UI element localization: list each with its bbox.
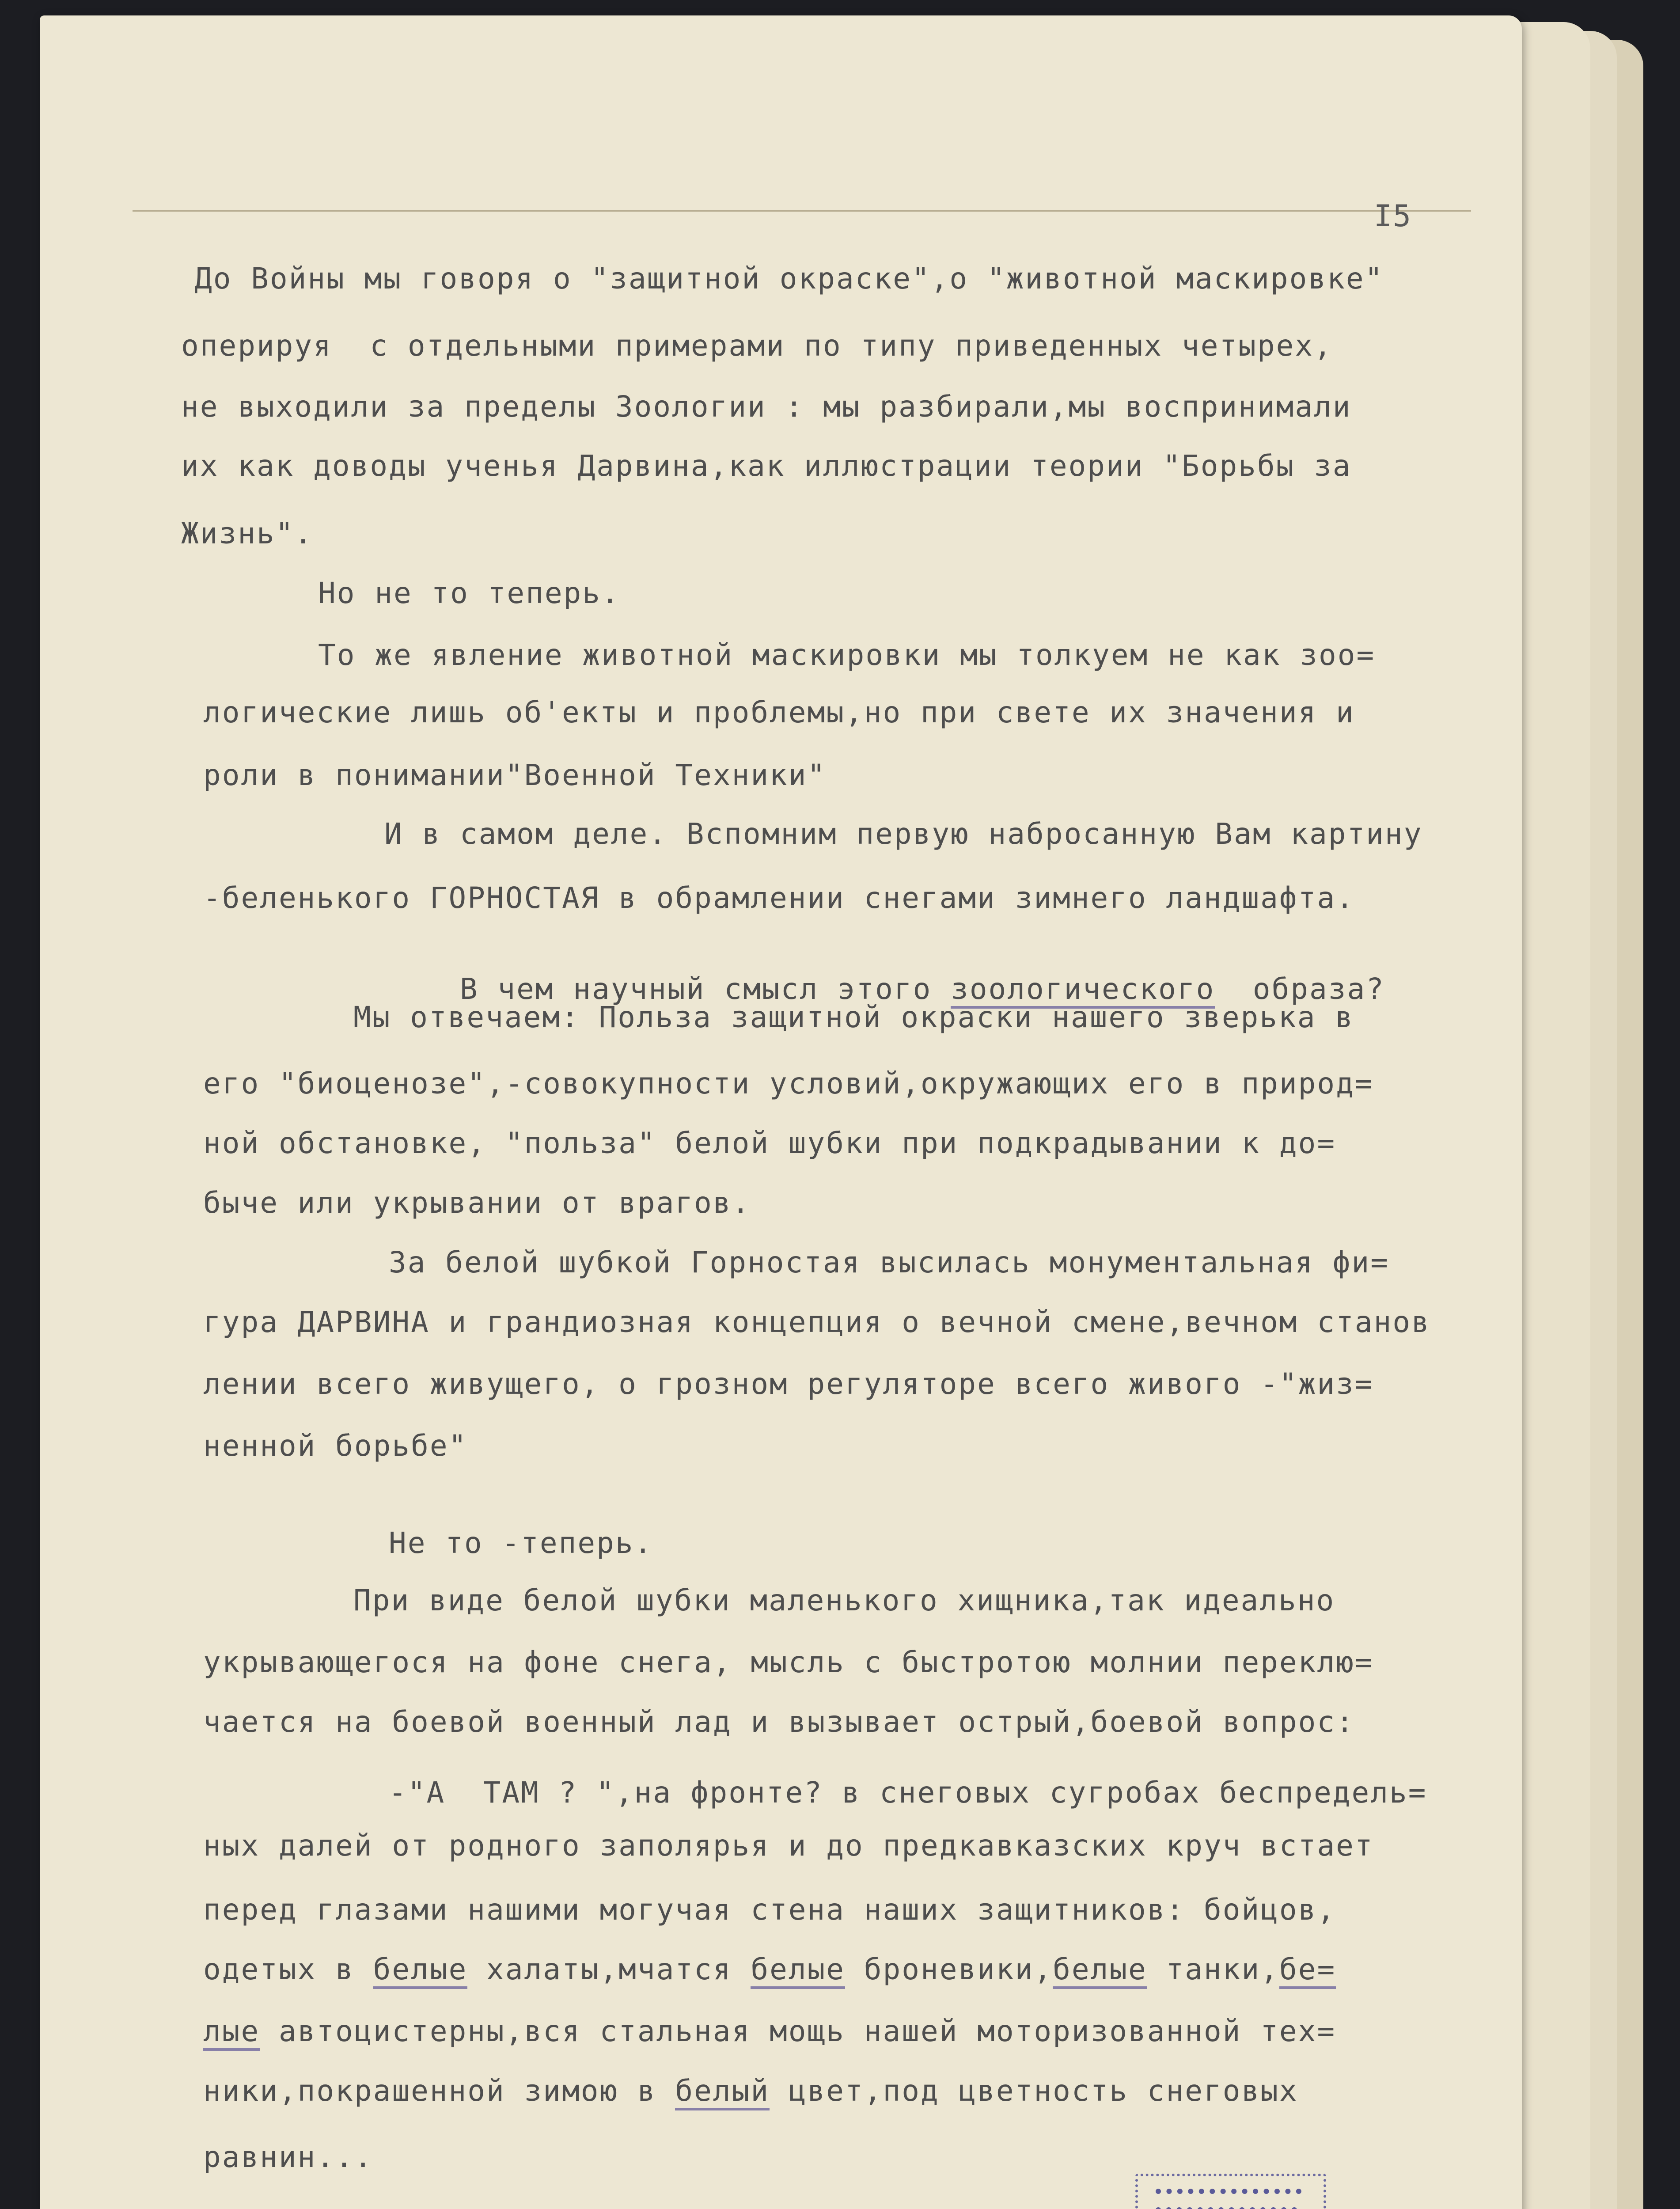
text-line: Но не то теперь. xyxy=(318,576,620,610)
text-line: гура ДАРВИНА и грандиозная концепция о вечной смене,вечном станов xyxy=(203,1305,1430,1339)
text-line: ных далей от родного заполярья и до предкавказских круч встает xyxy=(203,1829,1374,1863)
text-line: быче или укрывании от врагов. xyxy=(203,1186,751,1220)
text-line: равнин... xyxy=(203,2140,373,2174)
text-line: За белой шубкой Горностая высилась монументальная фи= xyxy=(389,1245,1389,1279)
text-line: ники,покрашенной зимою в белый цвет,под цветность снеговых xyxy=(203,2076,1298,2106)
text-line: лении всего живущего, о грозном регуляторе всего живого -"жиз= xyxy=(203,1367,1374,1401)
text-line: перед глазами нашими могучая стена наших защитников: бойцов, xyxy=(203,1893,1336,1927)
underlined-word: бе= xyxy=(1279,1952,1336,1989)
text-line: роли в понимании"Военной Техники" xyxy=(203,758,827,792)
text-line: их как доводы ученья Дарвина,как иллюстрации теории "Борьбы за xyxy=(181,449,1352,483)
text-line: И в самом деле. Вспомним первую набросанную Вам картину xyxy=(384,817,1423,851)
text-line: ной обстановке, "польза" белой шубки при подкрадывании к до= xyxy=(203,1126,1336,1160)
text-line: одетых в белые халаты,мчатся белые броневики,белые танки,бе= xyxy=(203,1955,1336,1984)
text-line: При виде белой шубки маленького хищника,так идеально xyxy=(353,1583,1335,1617)
text-line: То же явление животной маскировки мы толкуем не как зоо= xyxy=(318,638,1376,672)
underlined-word: зоологического xyxy=(951,972,1215,1009)
text-line: До Войны мы говоря о "защитной окраске",о "животной маскировке" xyxy=(194,262,1384,296)
line-text: В чем научный смысл этого зоологического образа? xyxy=(460,972,1385,1009)
text-line: Жизнь". xyxy=(181,516,314,550)
page-number: I5 xyxy=(1374,199,1412,234)
underlined-word: белый xyxy=(675,2074,770,2110)
header-rule xyxy=(133,210,1471,212)
text-line: -беленького ГОРНОСТАЯ в обрамлении снегами зимнего ландшафта. xyxy=(203,881,1355,915)
archive-stamp xyxy=(1135,2174,1326,2209)
underlined-word: белые xyxy=(373,1952,468,1989)
text-line: чается на боевой военный лад и вызывает острый,боевой вопрос: xyxy=(203,1705,1355,1739)
text-line: его "биоценозе",-совокупности условий,окружающих его в природ= xyxy=(203,1067,1374,1101)
text-line: Мы отвечаем: Польза защитной окраски нашего зверька в xyxy=(353,1000,1354,1034)
text-line: не выходили за пределы Зоологии : мы разбирали,мы воспринимали xyxy=(181,390,1352,424)
text-line: укрывающегося на фоне снега, мысль с быстротою молнии переклю= xyxy=(203,1645,1374,1679)
underlined-word: лые xyxy=(203,2014,260,2051)
text-line: оперируя с отдельными примерами по типу приведенных четырех, xyxy=(181,329,1333,363)
text-line: лые автоцистерны,вся стальная мощь нашей моторизованной тех= xyxy=(203,2017,1336,2046)
text-line: логические лишь об'екты и проблемы,но при свете их значения и xyxy=(203,695,1355,729)
text-line: -"А ТАМ ? ",на фронте? в снеговых сугробах беспредель= xyxy=(389,1776,1427,1810)
underlined-word: белые xyxy=(751,1952,845,1989)
text-line: Не то -теперь. xyxy=(389,1526,653,1560)
underlined-word: белые xyxy=(1053,1952,1147,1989)
text-line: ненной борьбе" xyxy=(203,1429,468,1463)
